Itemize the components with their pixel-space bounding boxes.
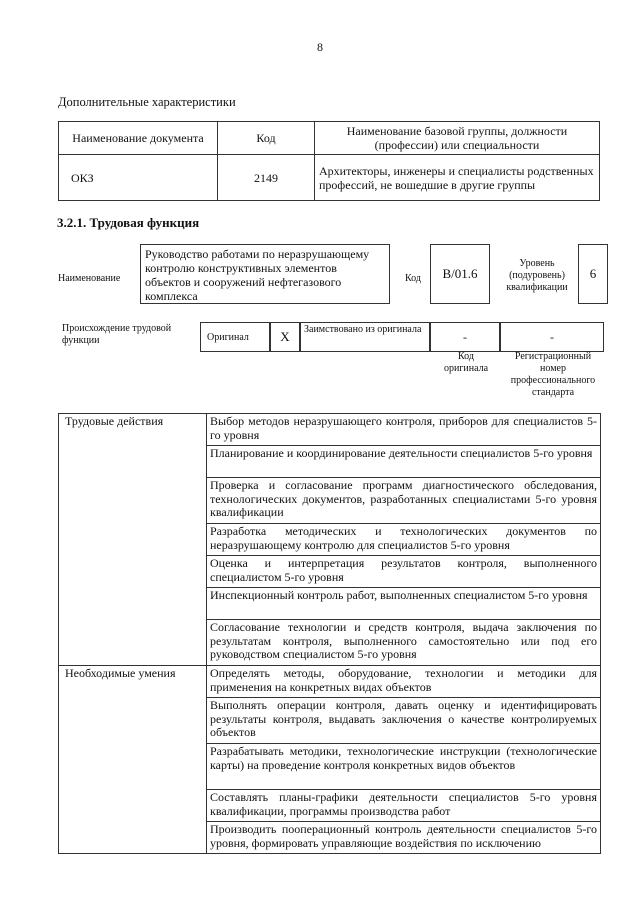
action-item: Оценка и интерпретация результатов контроля, выполненного специалистом 5-го уровня [207, 556, 601, 588]
reg-number-caption: Регистрационный номер профессионального стандарта [510, 351, 596, 398]
function-details-table [58, 413, 601, 854]
function-code: B/01.6 [430, 244, 490, 304]
skills-label: Необходимые умения [59, 666, 207, 854]
borrowed-label: Заимствовано из оригинала [300, 322, 430, 352]
reg-number-value: - [500, 322, 604, 352]
skill-item: Разрабатывать методики, технологические инструкции (технологические карты) на проведение контроля конкретных видов объектов [207, 744, 601, 790]
level-value: 6 [578, 244, 608, 304]
skill-item: Определять методы, оборудование, технологии и методики для применения на конкретных видах объектов [207, 666, 601, 698]
row-group-name: Архитекторы, инженеры и специалисты родственных профессий, не вошедшие в другие группы [315, 155, 600, 201]
skill-item: Производить пооперационный контроль деятельности специалистов 5-го уровня, формировать управляющие воздействия по исключению [207, 822, 601, 854]
row-code: 2149 [218, 155, 315, 201]
origin-label: Происхождение трудовой функции [62, 323, 172, 346]
action-item: Инспекционный контроль работ, выполненных специалистом 5-го уровня [207, 588, 601, 620]
additional-characteristics-heading: Дополнительные характеристики [58, 95, 236, 109]
function-name: Руководство работами по неразрушающему контролю конструктивных элементов объектов и сооружений нефтегазового комплекса [140, 244, 390, 304]
code-original-value: - [430, 322, 500, 352]
row-doc: ОКЗ [59, 155, 218, 201]
skill-item: Выполнять операции контроля, давать оценку и идентифицировать результаты контроля, выдавать заключения о качестве контролируемых объектов [207, 698, 601, 744]
col-code: Код [218, 122, 315, 155]
additional-characteristics-table [58, 121, 600, 201]
section-title: 3.2.1. Трудовая функция [57, 215, 200, 230]
action-item: Согласование технологии и средств контроля, выдача заключения по результатам контроля, выполненного самостоятельно или под его руководством специалистом 5-го уровня [207, 620, 601, 666]
name-label: Наименование [58, 273, 121, 284]
action-item: Выбор методов неразрушающего контроля, приборов для специалистов 5-го уровня [207, 414, 601, 446]
page-number: 8 [317, 40, 323, 54]
col-document-name: Наименование документа [59, 122, 218, 155]
original-label: Оригинал [200, 322, 270, 352]
code-original-caption: Код оригинала [443, 351, 489, 374]
col-group-name: Наименование базовой группы, должности (профессии) или специальности [315, 122, 600, 155]
action-item: Планирование и координирование деятельности специалистов 5-го уровня [207, 446, 601, 478]
actions-label: Трудовые действия [59, 414, 207, 666]
original-mark: X [270, 322, 300, 352]
action-item: Разработка методических и технологических документов по неразрушающему контролю для специалистов 5-го уровня [207, 524, 601, 556]
level-label: Уровень (подуровень) квалификации [506, 258, 568, 293]
skill-item: Составлять планы-графики деятельности специалистов 5-го уровня квалификации, программы производства работ [207, 790, 601, 822]
code-label: Код [405, 273, 421, 284]
action-item: Проверка и согласование программ диагностического обследования, технологических документов, разработанных специалистами 5-го уровня квалификации [207, 478, 601, 524]
